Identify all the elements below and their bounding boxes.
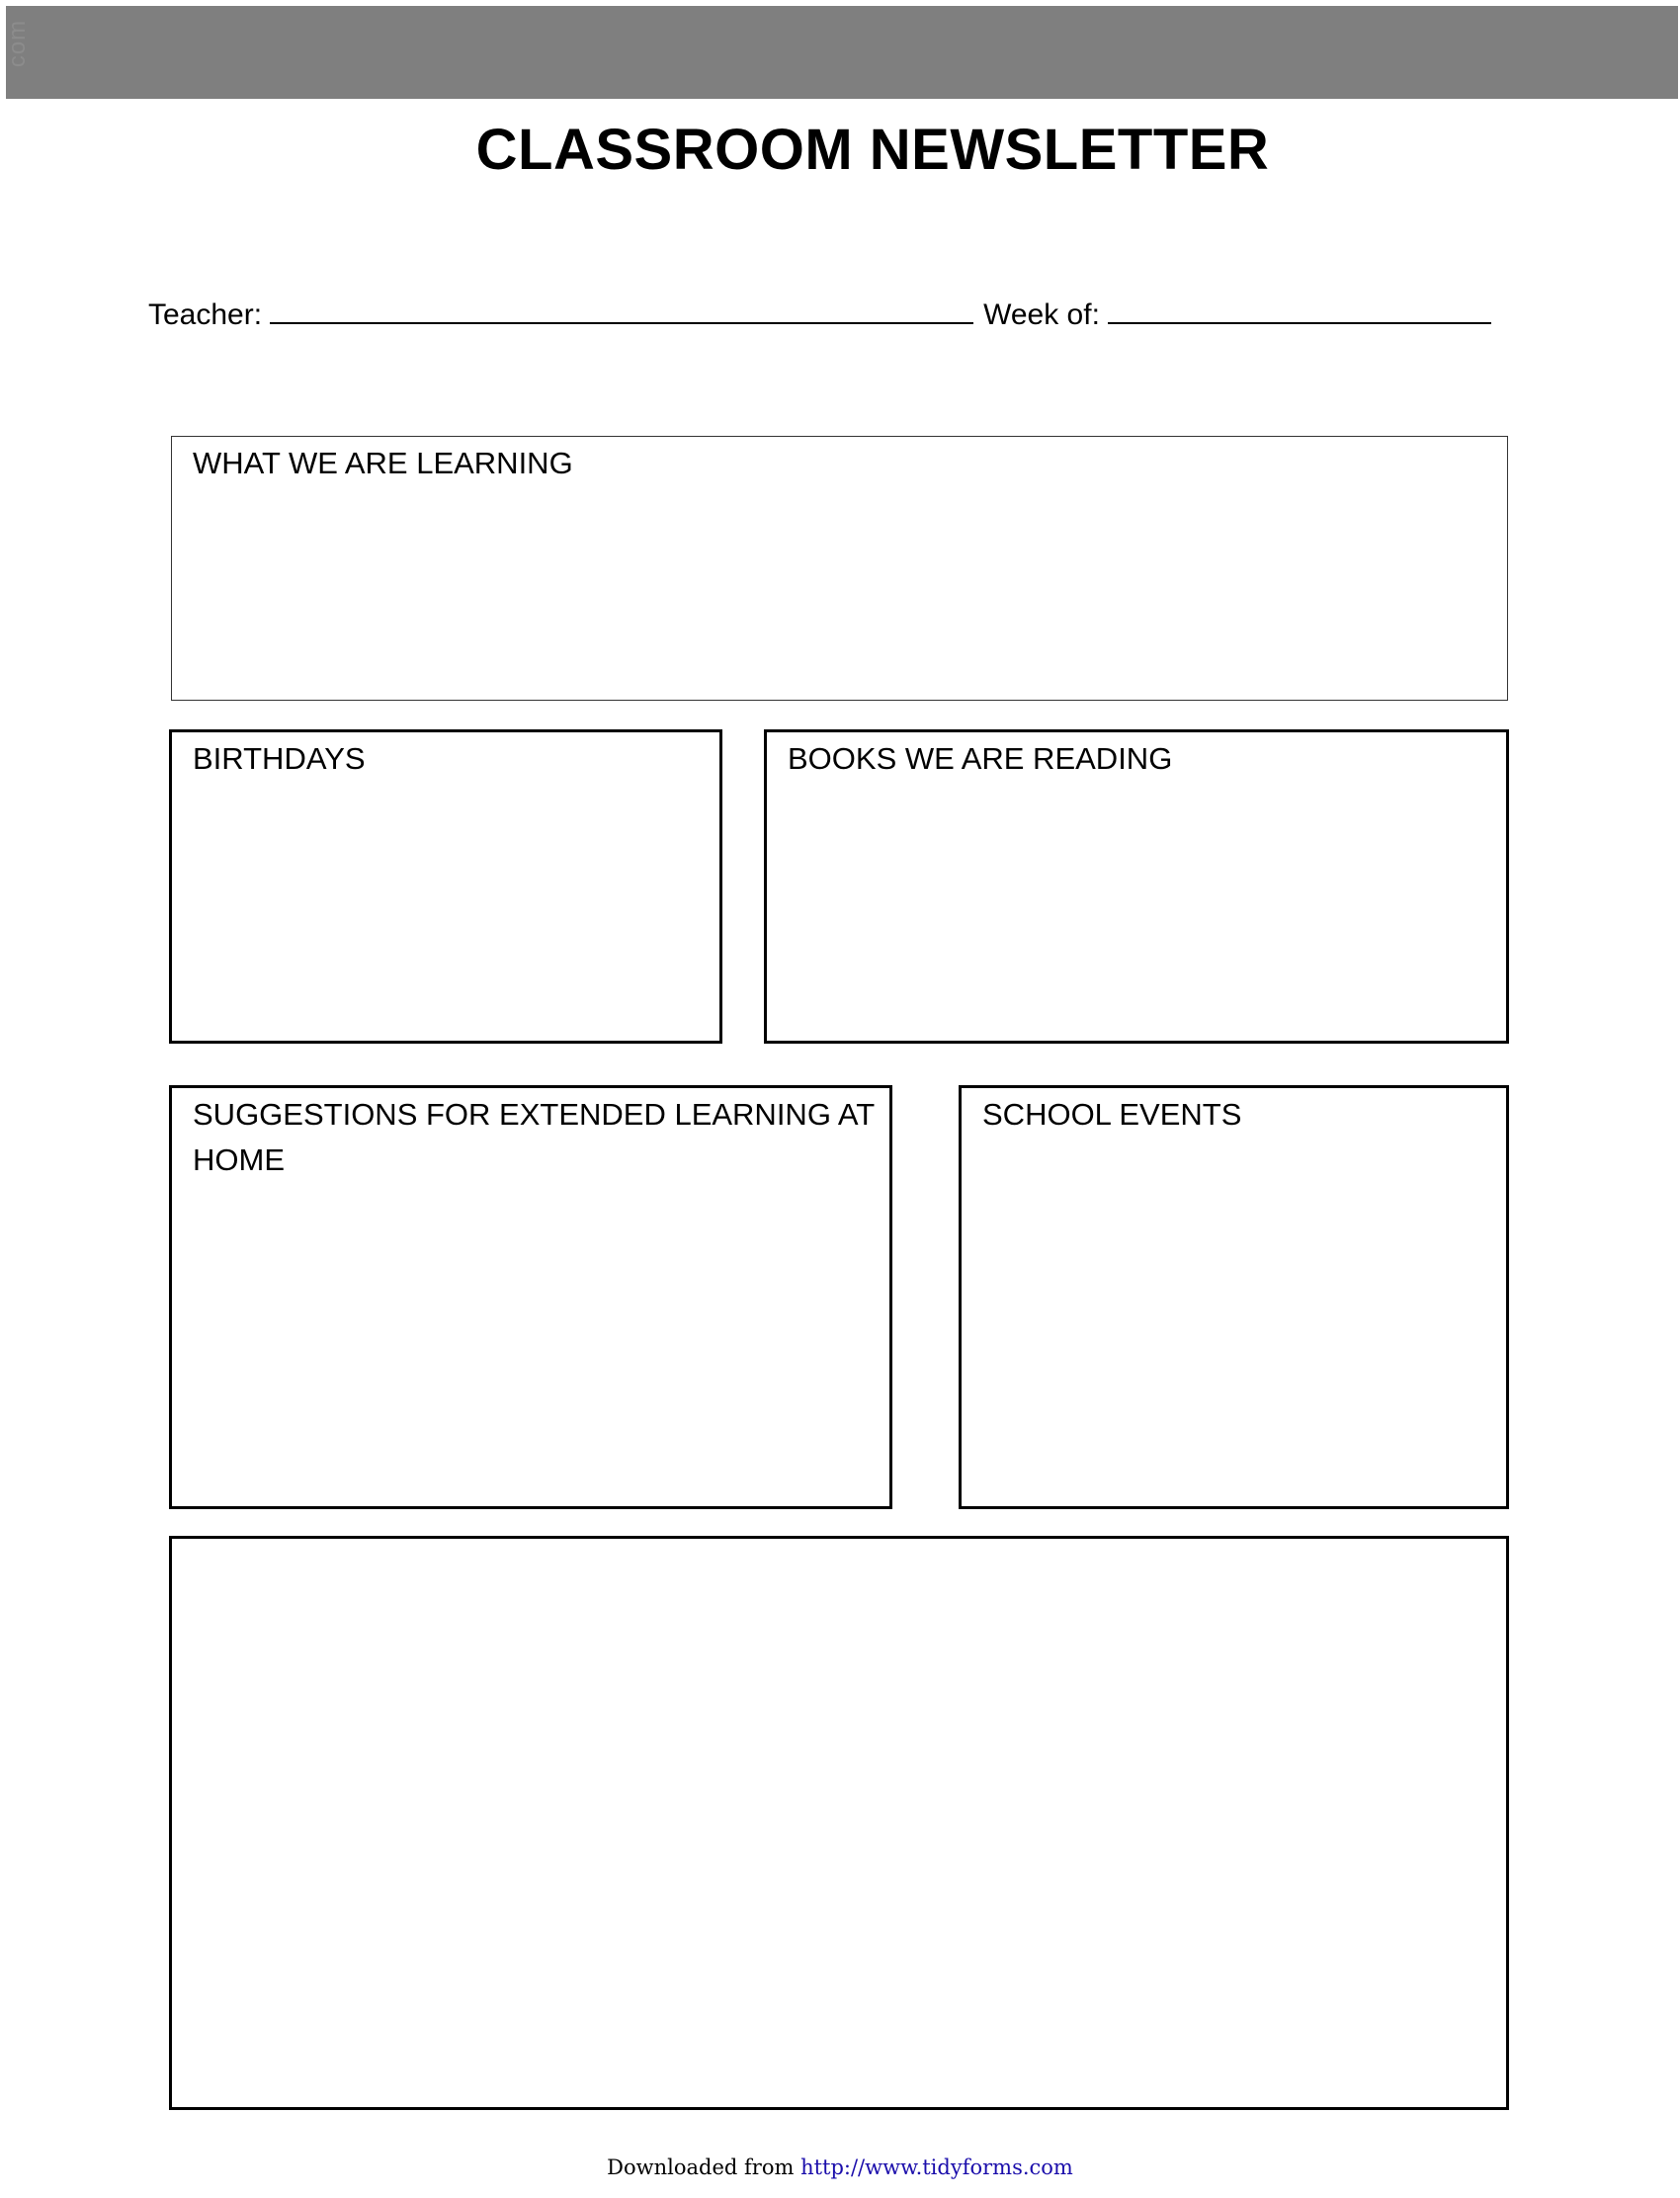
books-heading: BOOKS WE ARE READING <box>788 741 1173 776</box>
notes-box[interactable] <box>169 1536 1509 2110</box>
learning-heading: WHAT WE ARE LEARNING <box>193 446 573 480</box>
week-line[interactable] <box>1108 293 1491 324</box>
footer-prefix: Downloaded from <box>607 2156 795 2179</box>
week-label: Week of: <box>983 298 1100 331</box>
header-watermark: com <box>4 19 31 68</box>
birthdays-box[interactable] <box>169 729 722 1044</box>
footer-link[interactable]: http://www.tidyforms.com <box>800 2156 1073 2179</box>
footer <box>0 2156 1680 2179</box>
suggestions-heading: SUGGESTIONS FOR EXTENDED LEARNING AT HOME <box>193 1097 875 1177</box>
teacher-line[interactable] <box>270 293 973 324</box>
suggestions-box[interactable] <box>169 1085 892 1509</box>
teacher-label: Teacher: <box>148 298 263 331</box>
books-box[interactable] <box>764 729 1509 1044</box>
header-fields <box>148 293 1501 332</box>
header-bar <box>6 6 1678 99</box>
birthdays-heading: BIRTHDAYS <box>193 741 366 776</box>
events-heading: SCHOOL EVENTS <box>982 1097 1242 1132</box>
page-title: CLASSROOM NEWSLETTER <box>475 118 1270 182</box>
events-box[interactable] <box>959 1085 1509 1509</box>
learning-box[interactable] <box>171 436 1508 701</box>
